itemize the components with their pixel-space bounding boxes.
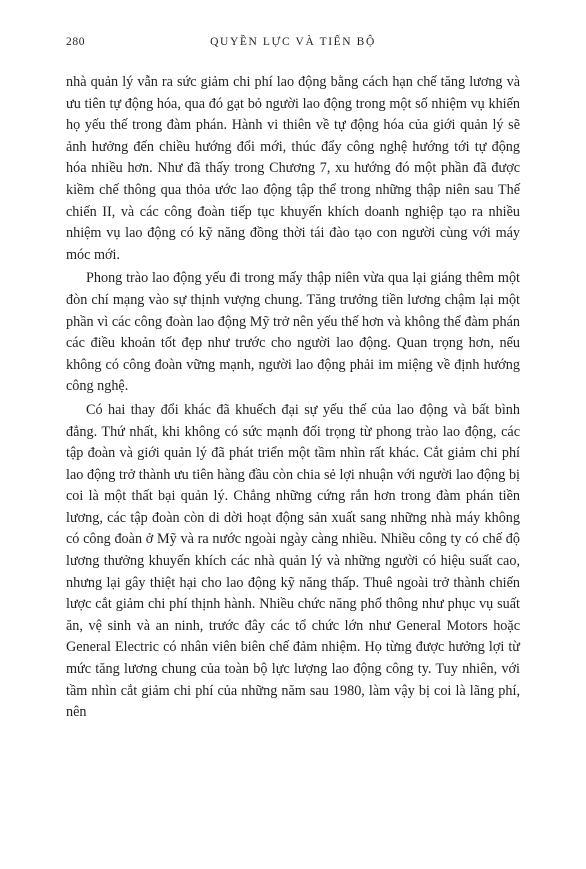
paragraph: Phong trào lao động yếu đi trong mấy thập niên vừa qua lại giáng thêm một đòn chí mạng vào sự thịnh vượng chung. Tăng trưởng tiền lương chậm lại một phần vì các công đoàn lao động Mỹ trở nên yếu thế hơn và không thể đàm phán các điều khoản tốt đẹp như trước cho người lao động. Quan trọng hơn, nếu không có công đoàn vững mạnh, người lao động phải im miệng về định hướng công nghệ.	[66, 270, 520, 395]
body-text	[66, 72, 520, 724]
running-title: QUYỀN LỰC VÀ TIẾN BỘ	[210, 36, 376, 48]
paragraph-continued: nhà quản lý vẫn ra sức giảm chi phí lao động bằng cách hạn chế tăng lương và ưu tiên tự động hóa, qua đó gạt bỏ người lao động trong một số nhiệm vụ khiến họ yếu thế trong đàm phán. Hành vi thiên về tự động hóa của giới quản lý sẽ ảnh hưởng đến chiều hướng đổi mới, thúc đẩy công nghệ hướng tới tự động hóa nhiều hơn. Như đã thấy trong Chương 7, xu hướng đó một phần đã được kiềm chế thông qua thỏa ước lao động tập thể trong những thập niên sau Thế chiến II, và các công đoàn tiếp tục khuyến khích doanh nghiệp tạo ra nhiều nhiệm vụ lao động có kỹ năng đồng thời tái đào tạo con người cùng với máy móc mới.	[66, 74, 520, 263]
running-header	[66, 36, 520, 56]
page-number: 280	[66, 36, 86, 48]
paragraph: Có hai thay đổi khác đã khuếch đại sự yếu thế của lao động và bất bình đẳng. Thứ nhất, khi không có sức mạnh đối trọng từ phong trào lao động, các tập đoàn và giới quản lý đã phát triển một tầm nhìn rất khác. Cắt giảm chi phí lao động trở thành ưu tiên hàng đầu còn chia sẻ lợi nhuận với người lao động bị coi là một thất bại quản lý. Chẳng những cứng rắn hơn trong đàm phán tiền lương, các tập đoàn còn di dời hoạt động sản xuất sang những nhà máy không có công đoàn ở Mỹ và ra nước ngoài ngày càng nhiều. Nhiều công ty có chế độ lương thưởng khuyến khích các nhà quản lý và những người có hiệu suất cao, nhưng lại gây thiệt hại cho lao động kỹ năng thấp. Thuê ngoài trở thành chiến lược cắt giảm chi phí thịnh hành. Nhiều chức năng phổ thông như phục vụ suất ăn, vệ sinh và an ninh, trước đây các tổ chức lớn như General Motors hoặc General Electric có nhân viên biên chế đảm nhiệm. Họ từng được hưởng lợi từ mức tăng lương chung của toàn bộ lực lượng lao động công ty. Tuy nhiên, với tầm nhìn cắt giảm chi phí của những năm sau 1980, làm vậy bị coi là lãng phí, nên	[66, 401, 520, 721]
